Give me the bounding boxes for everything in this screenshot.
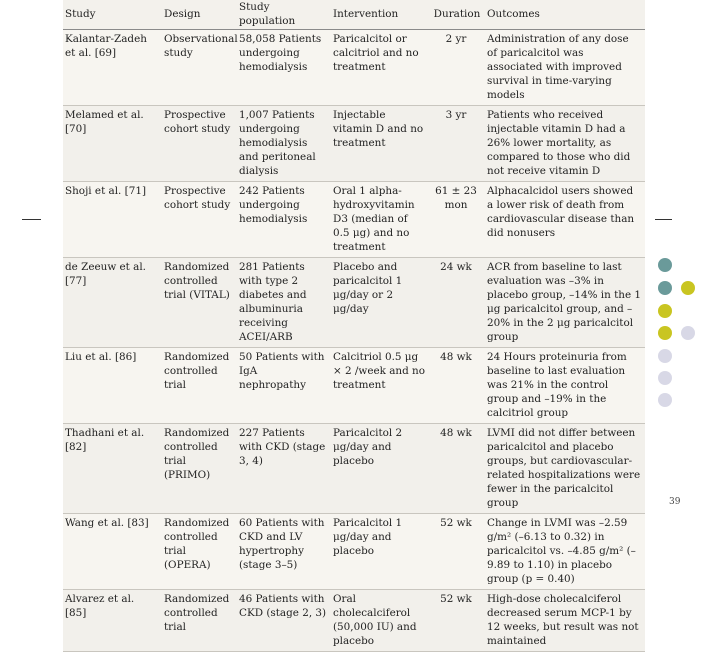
cell-study: Liu et al. [86] — [63, 348, 162, 424]
table-row — [63, 348, 645, 424]
table-row — [63, 30, 645, 106]
table-body — [63, 30, 645, 652]
header-duration: Duration — [431, 0, 485, 30]
cell-study: Thadhani et al. [82] — [63, 424, 162, 514]
cell-design: Observational study — [162, 30, 237, 106]
decor-dot-lavender — [681, 326, 695, 340]
table-row — [63, 590, 645, 652]
header-design: Design — [162, 0, 237, 30]
cell-population: 58,058 Patients undergoing hemodialysis — [237, 30, 331, 106]
cell-design: Prospective cohort study — [162, 182, 237, 258]
cell-intervention: Injectable vitamin D and no treatment — [331, 106, 431, 182]
table-header-row — [63, 0, 645, 30]
cell-design: Prospective cohort study — [162, 106, 237, 182]
header-population: Study population — [237, 0, 331, 30]
cell-design: Randomized controlled trial (OPERA) — [162, 514, 237, 590]
cell-population: 60 Patients with CKD and LV hypertrophy (stage 3–5) — [237, 514, 331, 590]
table-row — [63, 514, 645, 590]
cell-outcomes: High-dose cholecalciferol decreased serum MCP-1 by 12 weeks, but result was not maintained — [485, 590, 645, 652]
table-row — [63, 106, 645, 182]
cell-intervention: Paricalcitol 1 μg/day and placebo — [331, 514, 431, 590]
studies-table-container — [63, 0, 645, 652]
cell-outcomes: 24 Hours proteinuria from baseline to last evaluation was 21% in the control group and –19% in the calcitriol group — [485, 348, 645, 424]
cell-study: Kalantar-Zadeh et al. [69] — [63, 30, 162, 106]
cell-intervention: Paricalcitol 2 μg/day and placebo — [331, 424, 431, 514]
cell-intervention: Calcitriol 0.5 μg × 2 /week and no treatment — [331, 348, 431, 424]
cell-design: Randomized controlled trial — [162, 348, 237, 424]
cell-study: Wang et al. [83] — [63, 514, 162, 590]
cell-outcomes: Alphacalcidol users showed a lower risk of death from cardiovascular disease than did nonusers — [485, 182, 645, 258]
cell-intervention: Paricalcitol or calcitriol and no treatment — [331, 30, 431, 106]
cell-design: Randomized controlled trial (VITAL) — [162, 258, 237, 348]
cell-study: Shoji et al. [71] — [63, 182, 162, 258]
decor-dot-teal — [658, 281, 672, 295]
cell-intervention: Oral cholecalciferol (50,000 IU) and placebo — [331, 590, 431, 652]
cell-duration: 24 wk — [431, 258, 485, 348]
cell-duration: 61 ± 23 mon — [431, 182, 485, 258]
header-intervention: Intervention — [331, 0, 431, 30]
decor-dot-lavender — [658, 371, 672, 385]
cell-duration: 48 wk — [431, 348, 485, 424]
table-row — [63, 182, 645, 258]
cell-outcomes: Administration of any dose of paricalcitol was associated with improved survival in time-varying models — [485, 30, 645, 106]
cell-population: 1,007 Patients undergoing hemodialysis and peritoneal dialysis — [237, 106, 331, 182]
decor-dot-olive — [658, 304, 672, 318]
cell-outcomes: ACR from baseline to last evaluation was –3% in placebo group, –14% in the 1 μg paricalcitol group, and –20% in the 2 μg paricalcitol group — [485, 258, 645, 348]
cell-population: 281 Patients with type 2 diabetes and albuminuria receiving ACEI/ARB — [237, 258, 331, 348]
left-dash-mark — [22, 219, 41, 220]
cell-duration: 2 yr — [431, 30, 485, 106]
decor-dot-lavender — [658, 393, 672, 407]
cell-population: 50 Patients with IgA nephropathy — [237, 348, 331, 424]
right-dash-mark — [655, 219, 672, 220]
table-row — [63, 258, 645, 348]
cell-study: Alvarez et al. [85] — [63, 590, 162, 652]
header-outcomes: Outcomes — [485, 0, 645, 30]
cell-outcomes: LVMI did not differ between paricalcitol and placebo groups, but cardiovascular-related hospitalizations were fewer in the paricalcitol group — [485, 424, 645, 514]
decor-dot-olive — [658, 326, 672, 340]
decor-dot-olive — [681, 281, 695, 295]
cell-population: 227 Patients with CKD (stage 3, 4) — [237, 424, 331, 514]
cell-study: Melamed et al. [70] — [63, 106, 162, 182]
table-row — [63, 424, 645, 514]
cell-duration: 52 wk — [431, 590, 485, 652]
cell-population: 46 Patients with CKD (stage 2, 3) — [237, 590, 331, 652]
cell-outcomes: Patients who received injectable vitamin D had a 26% lower mortality, as compared to those who did not receive vitamin D — [485, 106, 645, 182]
decor-dot-teal — [658, 258, 672, 272]
cell-intervention: Oral 1 alpha-hydroxyvitamin D3 (median of 0.5 μg) and no treatment — [331, 182, 431, 258]
decor-dot-lavender — [658, 349, 672, 363]
cell-outcomes: Change in LVMI was –2.59 g/m² (–6.13 to 0.32) in paricalcitol vs. –4.85 g/m² (–9.89 to 1.10) in placebo group (p = 0.40) — [485, 514, 645, 590]
slide-number: 39 — [669, 497, 681, 507]
cell-intervention: Placebo and paricalcitol 1 μg/day or 2 μg/day — [331, 258, 431, 348]
cell-duration: 3 yr — [431, 106, 485, 182]
studies-table — [63, 0, 645, 652]
cell-design: Randomized controlled trial (PRIMO) — [162, 424, 237, 514]
header-study: Study — [63, 0, 162, 30]
cell-duration: 52 wk — [431, 514, 485, 590]
cell-design: Randomized controlled trial — [162, 590, 237, 652]
cell-study: de Zeeuw et al. [77] — [63, 258, 162, 348]
cell-population: 242 Patients undergoing hemodialysis — [237, 182, 331, 258]
cell-duration: 48 wk — [431, 424, 485, 514]
